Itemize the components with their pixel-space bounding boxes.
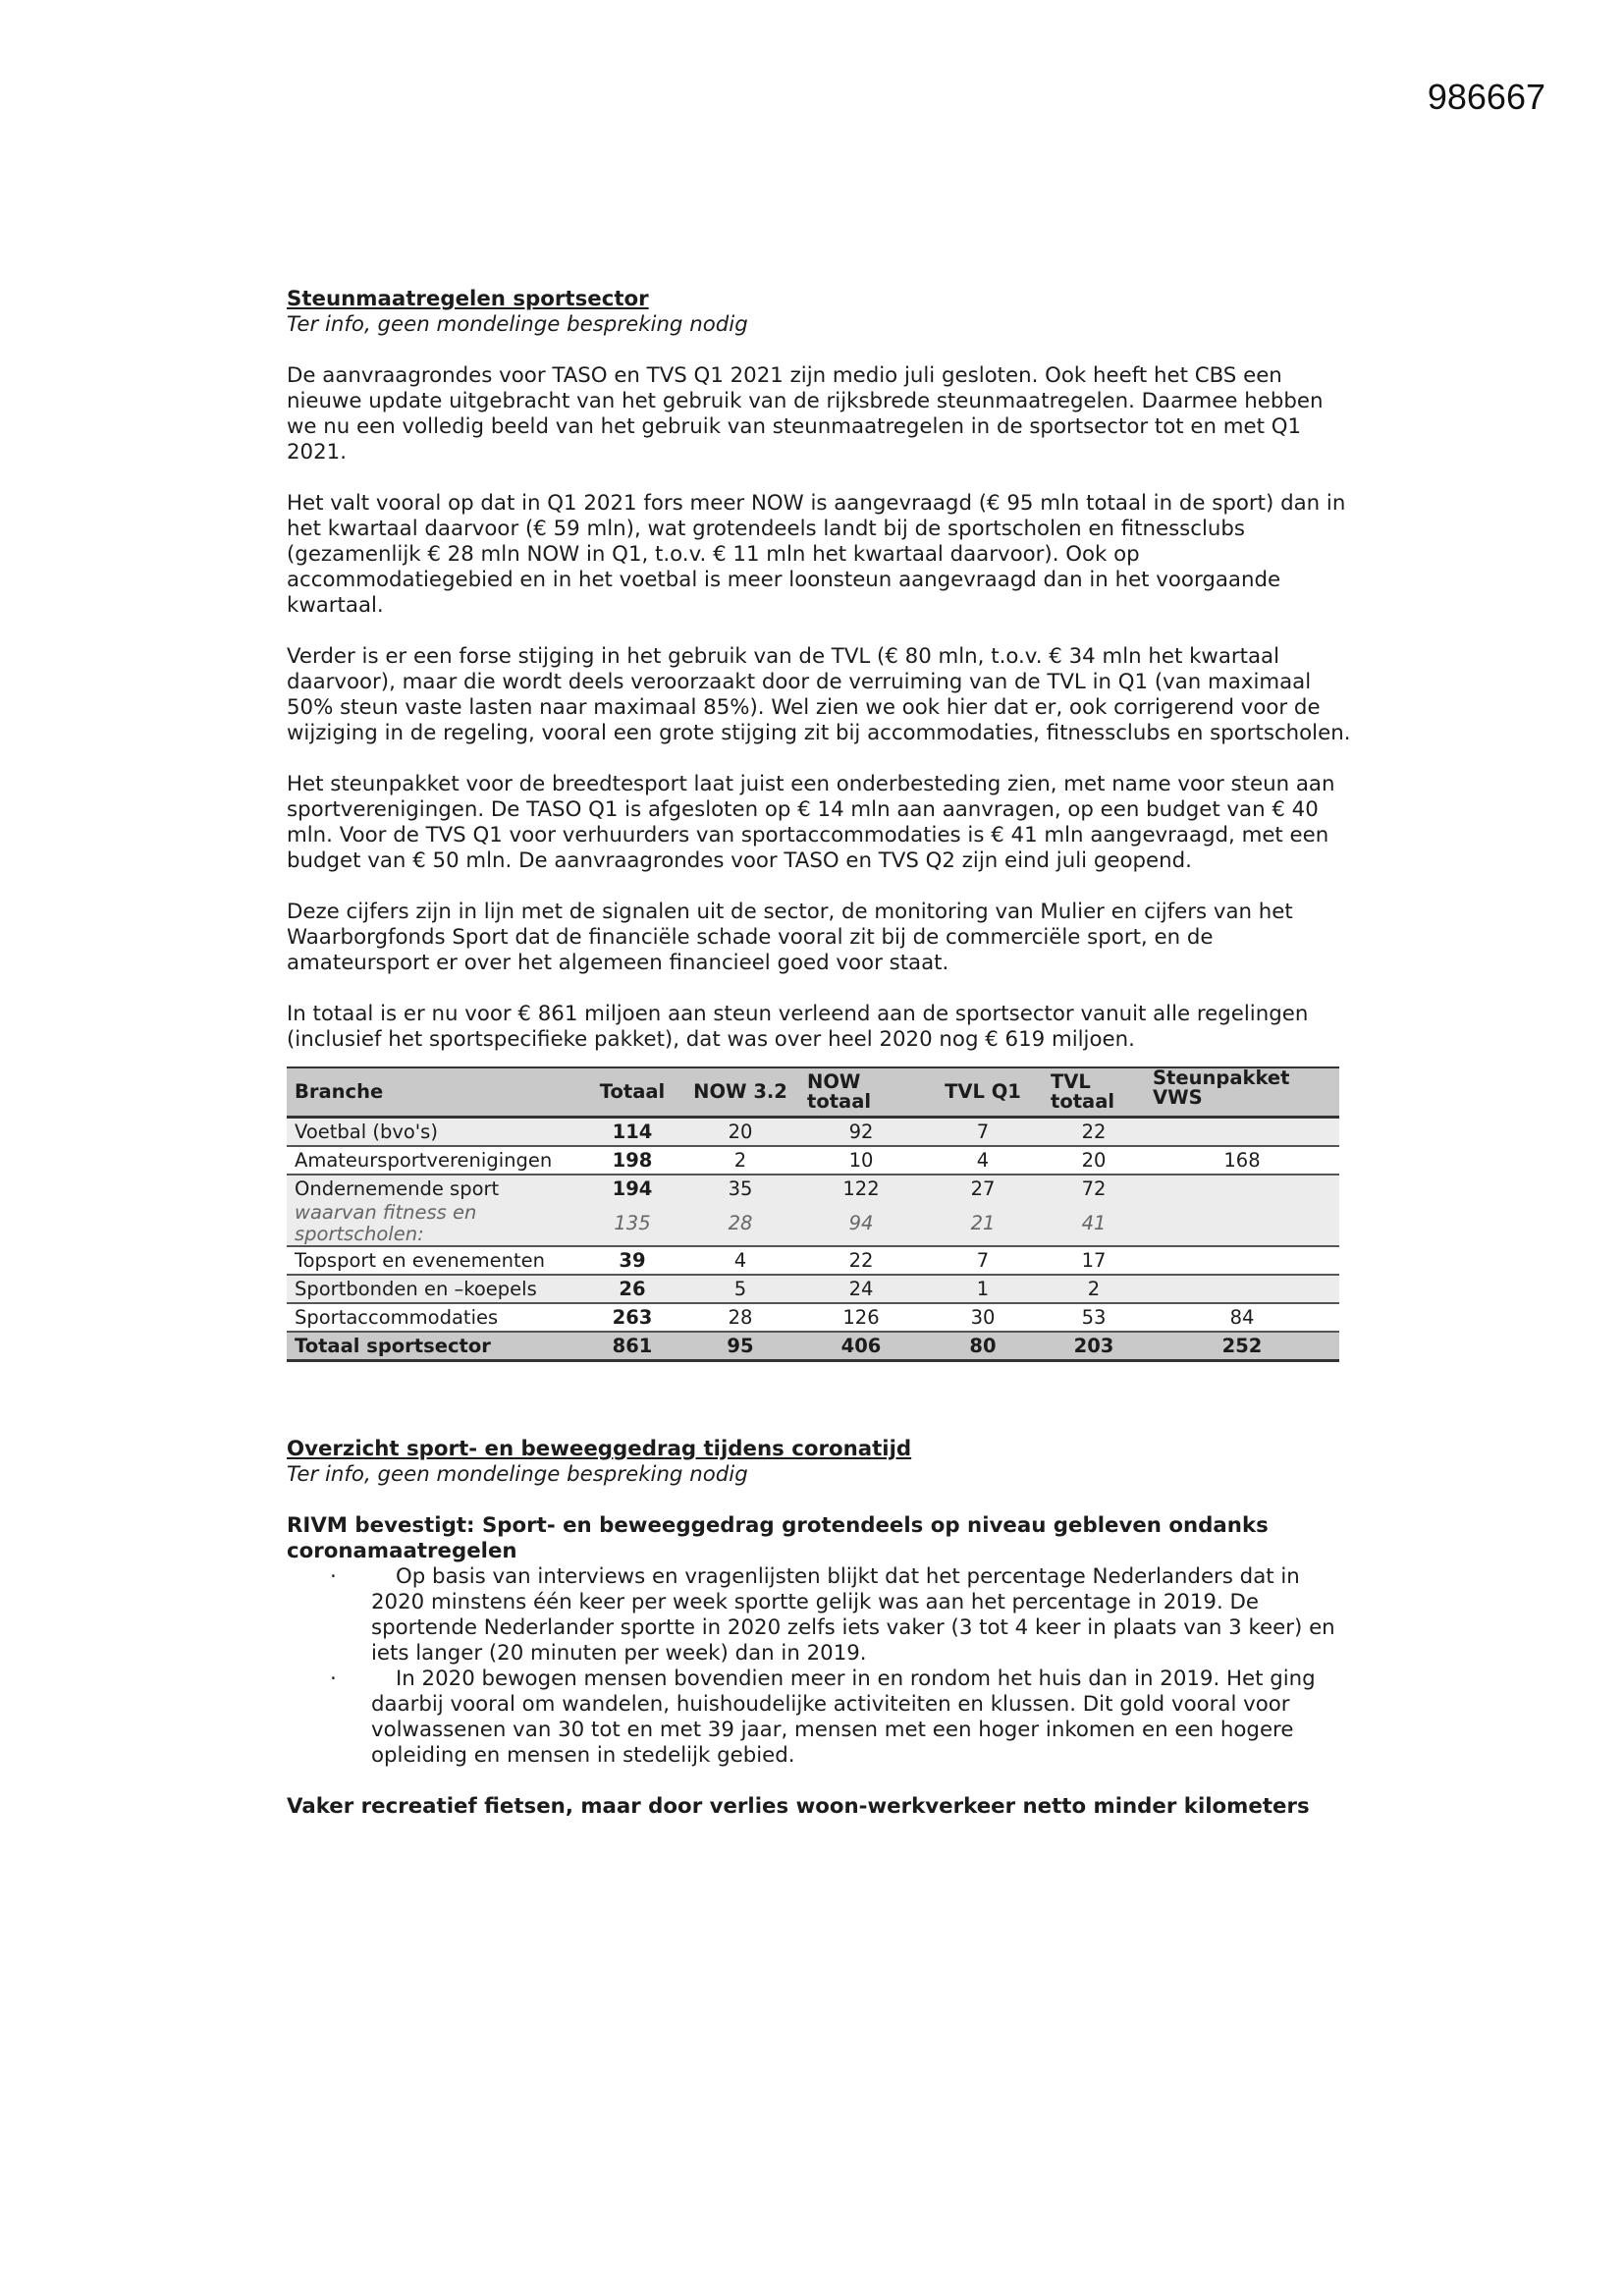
cell-vws (1145, 1175, 1339, 1202)
column-header: Steunpakket VWS (1145, 1067, 1339, 1118)
table-total-row (287, 1332, 1339, 1361)
column-header: NOW 3.2 (681, 1067, 799, 1118)
cell-tvl-totaal: 17 (1043, 1246, 1145, 1275)
section-beweeggedrag (287, 1437, 1357, 1820)
cell-totaal: 198 (583, 1146, 681, 1175)
cell-totaal: 135 (583, 1202, 681, 1246)
section-subtitle: Ter info, geen mondelinge bespreking nodig (287, 312, 748, 337)
cell-now32: 28 (681, 1303, 799, 1332)
section-subtitle: Ter info, geen mondelinge bespreking nodig (287, 1462, 748, 1487)
cell-tvl-q1: 4 (923, 1146, 1043, 1175)
cell-tvl-q1: 1 (923, 1275, 1043, 1303)
paragraph: Het steunpakket voor de breedtesport laat juist een onderbesteding zien, met name voor steun aan sportverenigingen. De TASO Q1 is afgesloten op € 14 mln aan aanvragen, op een budget van € 40 mln. Voor de TVS Q1 voor verhuurders van sportaccommodaties is € 41 mln aangevraagd, met een budget van € 50 mln. De aanvraagrondes voor TASO en TVS Q2 zijn eind juli geopend. (287, 772, 1335, 873)
cell-now32: 95 (681, 1332, 799, 1361)
cell-tvl-q1: 21 (923, 1202, 1043, 1246)
cell-totaal: 114 (583, 1118, 681, 1147)
cell-vws (1145, 1202, 1339, 1246)
cell-vws (1145, 1246, 1339, 1275)
cell-now-totaal: 22 (799, 1246, 923, 1275)
cell-now32: 28 (681, 1202, 799, 1246)
cell-now32: 5 (681, 1275, 799, 1303)
table-row (287, 1118, 1339, 1147)
cell-branche: Sportbonden en –koepels (287, 1275, 583, 1303)
cell-totaal: 861 (583, 1332, 681, 1361)
cell-branche: Totaal sportsector (287, 1332, 583, 1361)
cell-now-totaal: 92 (799, 1118, 923, 1147)
cell-tvl-q1: 80 (923, 1332, 1043, 1361)
list-item (287, 1667, 1357, 1769)
cell-tvl-totaal: 53 (1043, 1303, 1145, 1332)
cell-branche: Voetbal (bvo's) (287, 1118, 583, 1147)
cell-tvl-totaal: 2 (1043, 1275, 1145, 1303)
table-row (287, 1175, 1339, 1202)
paragraph: Deze cijfers zijn in lijn met de signalen uit de sector, de monitoring van Mulier en cijfers van het Waarborgfonds Sport dat de financiële schade vooral zit bij de commerciële sport, en de amateursport er over het algemeen financieel goed voor staat. (287, 900, 1293, 975)
cell-now32: 35 (681, 1175, 799, 1202)
cell-vws (1145, 1118, 1339, 1147)
cell-totaal: 26 (583, 1275, 681, 1303)
table-row (287, 1202, 1339, 1246)
list-item-text: Op basis van interviews en vragenlijsten blijkt dat het percentage Nederlanders dat in 2020 minstens één keer per week sportte gelijk was aan het percentage in 2019. De sportende Nederlander sportte in 2020 zelfs iets vaker (3 tot 4 keer in plaats van 3 keer) en iets langer (20 minuten per week) dan in 2019. (371, 1564, 1335, 1666)
cell-now-totaal: 10 (799, 1146, 923, 1175)
column-header: TVL totaal (1043, 1067, 1145, 1118)
cell-now-totaal: 24 (799, 1275, 923, 1303)
paragraph: De aanvraagrondes voor TASO en TVS Q1 2021 zijn medio juli gesloten. Ook heeft het CBS een nieuwe update uitgebracht van het gebruik van de rijksbrede steunmaatregelen. Daarmee hebben we nu een volledig beeld van het gebruik van steunmaatregelen in de sportsector tot en met Q1 2021. (287, 363, 1324, 465)
cell-branche: Amateursportverenigingen (287, 1146, 583, 1175)
bullet-list (287, 1564, 1357, 1769)
column-header: Branche (287, 1067, 583, 1118)
cell-vws: 252 (1145, 1332, 1339, 1361)
cell-tvl-q1: 7 (923, 1118, 1043, 1147)
bullet-icon: · (330, 1667, 337, 1691)
cell-now-totaal: 122 (799, 1175, 923, 1202)
cell-branche: Topsport en evenementen (287, 1246, 583, 1275)
cell-tvl-totaal: 72 (1043, 1175, 1145, 1202)
cell-tvl-q1: 30 (923, 1303, 1043, 1332)
column-header: Totaal (583, 1067, 681, 1118)
paragraph: In totaal is er nu voor € 861 miljoen aan steun verleend aan de sportsector vanuit alle regelingen (inclusief het sportspecifieke pakket), dat was over heel 2020 nog € 619 miljoen. (287, 1002, 1309, 1052)
cell-now32: 2 (681, 1146, 799, 1175)
cell-now-totaal: 126 (799, 1303, 923, 1332)
cell-now-totaal: 406 (799, 1332, 923, 1361)
paragraph: Het valt vooral op dat in Q1 2021 fors meer NOW is aangevraagd (€ 95 mln totaal in de sport) dan in het kwartaal daarvoor (€ 59 mln), wat grotendeels landt bij de sportscholen en fitnessclubs (gezamenlijk € 28 mln NOW in Q1, t.o.v. € 11 mln het kwartaal daarvoor). Ook op accommodatiegebied en in het voetbal is meer loonsteun aangevraagd dan in het voorgaande kwartaal. (287, 491, 1346, 618)
cell-vws: 84 (1145, 1303, 1339, 1332)
cell-tvl-q1: 27 (923, 1175, 1043, 1202)
cell-now32: 4 (681, 1246, 799, 1275)
cell-tvl-totaal: 22 (1043, 1118, 1145, 1147)
cell-branche: Sportaccommodaties (287, 1303, 583, 1332)
column-header: TVL Q1 (923, 1067, 1043, 1118)
section-title: Steunmaatregelen sportsector (287, 287, 649, 311)
table-header-row (287, 1067, 1339, 1118)
cell-totaal: 39 (583, 1246, 681, 1275)
document-id: 986667 (1427, 77, 1545, 117)
cell-branche: Ondernemende sport (287, 1175, 583, 1202)
table-row (287, 1246, 1339, 1275)
list-item-text: In 2020 bewogen mensen bovendien meer in en rondom het huis dan in 2019. Het ging daarbij vooral om wandelen, huishoudelijke activiteiten en klussen. Dit gold vooral voor volwassenen van 30 tot en met 39 jaar, mensen met een hoger inkomen en een hogere opleiding en mensen in stedelijk gebied. (371, 1667, 1316, 1768)
cell-totaal: 194 (583, 1175, 681, 1202)
paragraph: Verder is er een forse stijging in het gebruik van de TVL (€ 80 mln, t.o.v. € 34 mln het kwartaal daarvoor), maar die wordt deels veroorzaakt door de verruiming van de TVL in Q1 (van maximaal 50% steun vaste lasten naar maximaal 85%). Wel zien we ook hier dat er, ook corrigerend voor de wijziging in de regeling, vooral een grote stijging zit bij accommodaties, fitnessclubs en sportscholen. (287, 644, 1351, 745)
support-table (287, 1066, 1339, 1362)
document-body (287, 287, 1357, 1820)
list-item (287, 1564, 1357, 1667)
table-row (287, 1275, 1339, 1303)
headline: RIVM bevestigt: Sport- en beweeggedrag grotendeels op niveau gebleven ondanks coronamaatregelen (287, 1513, 1269, 1563)
cell-tvl-q1: 7 (923, 1246, 1043, 1275)
cell-tvl-totaal: 20 (1043, 1146, 1145, 1175)
table-row (287, 1303, 1339, 1332)
section-title: Overzicht sport- en beweeggedrag tijdens coronatijd (287, 1437, 912, 1461)
cell-totaal: 263 (583, 1303, 681, 1332)
cell-now-totaal: 94 (799, 1202, 923, 1246)
bullet-icon: · (330, 1564, 337, 1589)
cell-vws (1145, 1275, 1339, 1303)
cell-now32: 20 (681, 1118, 799, 1147)
cell-tvl-totaal: 41 (1043, 1202, 1145, 1246)
cell-tvl-totaal: 203 (1043, 1332, 1145, 1361)
section-steunmaatregelen (287, 287, 1357, 1053)
table-row (287, 1146, 1339, 1175)
cell-branche: waarvan fitness en sportscholen: (287, 1202, 583, 1246)
column-header: NOW totaal (799, 1067, 923, 1118)
headline: Vaker recreatief fietsen, maar door verlies woon-werkverkeer netto minder kilometers (287, 1794, 1310, 1819)
cell-vws: 168 (1145, 1146, 1339, 1175)
